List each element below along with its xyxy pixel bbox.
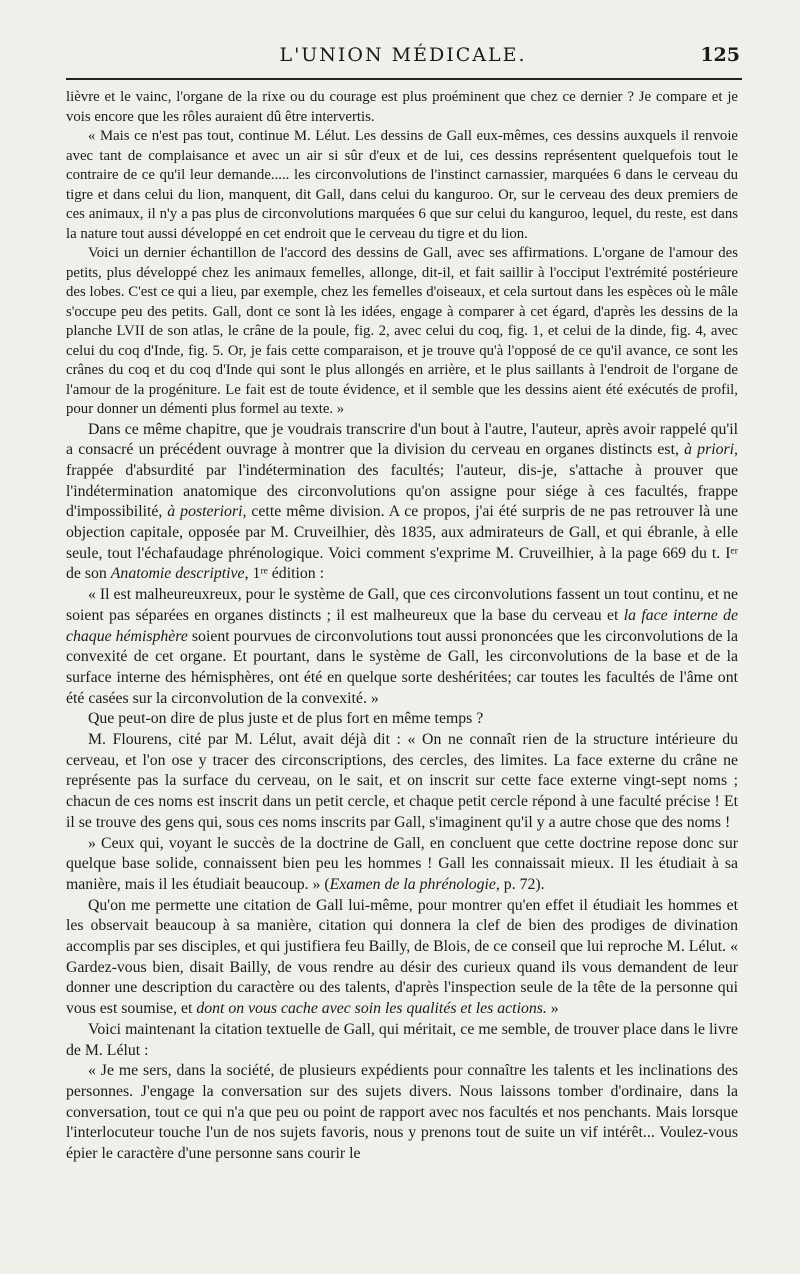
text-run: , p. 72).: [495, 875, 545, 893]
text-run: « Mais ce n'est pas tout, continue M. Lélut. Les dessins de Gall eux-mêmes, ces dessins auxquels il renvoie avec tant de complaisance et avec un air si sûr d'eux et de lui, ces dessins représentent quelquefois tout le contraire de ce qu'il leur demande..... les circonvolutions de l'instinct carnassier, marquées 6 dans le cerveau du tigre et dans celui du lion, manquent, dit Gall, dans celui du kanguroo. Or, sur le cerveau des deux premiers de ces animaux, il n'y a pas plus de circonvolutions marquées 6 que sur celui du kanguroo, lequel, du reste, est dans la nature tout aussi développé en cet endroit que le cerveau du tigre et du lion.: [66, 128, 738, 242]
page-number: 125: [700, 44, 740, 66]
text-run: soient pourvues de circonvolutions tout aussi prononcées que les circonvolutions de la convexité de cet organe. Et pourtant, dans le système de Gall, les circonvolutions de la base et de la surface interne des hémisphères, ont été en quelque sorte deshéritées; car toutes les facultés de l'âme ont été casées sur la circonvolution de la convexité. »: [66, 627, 738, 707]
paragraph-5: [66, 585, 738, 709]
paragraph-4: [66, 420, 738, 586]
text-run: Voici un dernier échantillon de l'accord des dessins de Gall, avec ses affirmations. L'organe de l'amour des petits, plus développé chez les animaux femelles, allonge, dit-il, et fait saillir à l'occiput l'extrémité postérieure des lobes. C'est ce qui a lieu, par exemple, chez les femelles d'oiseaux, et cela surtout dans les espèces où le mâle s'occupe peu des petits. Gall, dont ce sont là les idées, engage à comparer à cet égard, d'après les dessins de la planche LVII de son atlas, le crâne de la poule, fig. 2, avec celui du coq, fig. 1, et celui de la dinde, fig. 4, avec celui du coq d'Inde, fig. 5. Or, je fais cette comparaison, et je trouve qu'à l'opposé de ce qu'il avance, ce sont les crânes du coq et du coq d'Inde qui sont le plus allongés en arrière, et le plus saillants à l'endroit de l'organe de l'amour de la progéniture. Le fait est de toute évidence, et il semble que les dessins aient été exécutés de profil, pour donner un démenti plus formel au texte. »: [66, 245, 738, 417]
text-run: cette même division. A ce propos, j'ai été surpris de ne pas retrouver là une objection capitale, opposée par M. Cruveilhier, dès 1835, aux admirateurs de Gall, et qui ébranle, à elle seule, tout l'échafaudage phrénologique. Voici comment s'exprime M. Cruveilhier, à la page 669 du t. Iᵉʳ de son: [66, 503, 738, 583]
text-run: » Ceux qui, voyant le succès de la doctrine de Gall, en concluent que cette doctrine repose donc sur quelque base solide, connaissent bien peu les hommes ! Gall les connaissait mieux. Il les étudiait à sa manière, mais il les étudiait beaucoup. » (: [66, 834, 738, 893]
running-title: L'UNION MÉDICALE.: [279, 44, 527, 66]
text-run: M. Flourens, cité par M. Lélut, avait déjà dit : « On ne connaît rien de la structure intérieure du cerveau, et l'on ose y tracer des circonscriptions, des cercles, des limites. La face externe du crâne ne représente pas la surface du cerveau, on le sait, et on inscrit sur cette face externe vingt-sept noms ; chacun de ces noms est inscrit dans un petit cercle, et chaque petit cercle répond à une faculté précise ! Et il se trouve des gens qui, sous ces noms inscrits par Gall, s'imaginent qu'il y a autre chose que des noms !: [66, 731, 738, 831]
italic-run: Examen de la phrénologie: [329, 875, 496, 893]
text-run: Qu'on me permette une citation de Gall lui-même, pour montrer qu'en effet il étudiait les hommes et les observait beaucoup à sa manière, citation qui donnera la clef de bien des prodiges de divination accomplis par ses disciples, et qui justifiera feu Bailly, de Blois, de ce conseil que lui reproche M. Lélut. « Gardez-vous bien, disait Bailly, de vous rendre au désir des curieux quand ils vous demandent de leur donner une description du caractère ou des talents, d'après l'inspection seule de la tête de la personne qui vous est soumise, et: [66, 896, 738, 1018]
text-run: Voici maintenant la citation textuelle de Gall, qui méritait, ce me semble, de trouver place dans le livre de M. Lélut :: [66, 1020, 738, 1059]
quotation-block: [66, 88, 738, 420]
page-header: [66, 44, 740, 74]
italic-run: la face interne de chaque hémisphère: [66, 606, 738, 645]
paragraph-9: [66, 896, 738, 1020]
paragraph-6: [66, 709, 738, 730]
text-run: « Je me sers, dans la société, de plusieurs expédients pour connaître les talents et les inclinations des personnes. J'engage la conversation sur des sujets divers. Nous laissons tomber d'ordinaire, dans la conversation, tout ce qui n'a que peu ou point de rapport avec nos facultés et nos penchants. Mais lorsque l'interlocuteur touche l'un de nos sujets favoris, nous y prenons tout de suite un vif intérêt... Voulez-vous épier le caractère d'une personne sans courir le: [66, 1062, 738, 1163]
header-rule: [66, 78, 742, 80]
paragraph-10: [66, 1020, 738, 1061]
text-run: , 1ʳᵉ édition :: [244, 565, 325, 583]
text-run: »: [546, 1000, 559, 1018]
italic-run: dont on vous cache avec soin les qualités et les actions.: [196, 1000, 547, 1018]
main-text-block: [66, 420, 738, 1165]
text-run: lièvre et le vainc, l'organe de la rixe ou du courage est plus proéminent que chez ce dernier ? Je compare et je vois encore que les rôles auraient dû être intervertis.: [66, 89, 738, 125]
paragraph-1: [66, 88, 738, 127]
paragraph-3: [66, 244, 738, 420]
text-run: Dans ce même chapitre, que je voudrais transcrire d'un bout à l'autre, l'auteur, après avoir rappelé qu'il a consacré un précédent ouvrage à montrer que la division du cerveau en organes distincts est,: [66, 420, 738, 459]
italic-run: à posteriori,: [167, 503, 247, 521]
text-run: frappée d'absurdité par l'indétermination des facultés; l'auteur, dis-je, s'attache à prouver que l'indétermination anatomique des circonvolutions qu'on assigne pour siége à ces facultés, frappe d'impossibilité,: [66, 461, 738, 521]
article-body: [66, 88, 738, 1165]
text-run: Que peut-on dire de plus juste et de plus fort en même temps ?: [88, 710, 484, 728]
italic-run: Anatomie descriptive: [110, 565, 245, 583]
text-run: « Il est malheureuxreux, pour le système de Gall, que ces circonvolutions fassent un tout continu, et ne soient pas séparées en organes distincts ; il est malheureux que la base du cerveau et: [66, 586, 738, 624]
paragraph-7: [66, 730, 738, 834]
italic-run: à priori,: [684, 441, 738, 459]
paragraph-8: [66, 834, 738, 896]
paragraph-2: [66, 127, 738, 244]
paragraph-11: [66, 1061, 738, 1165]
